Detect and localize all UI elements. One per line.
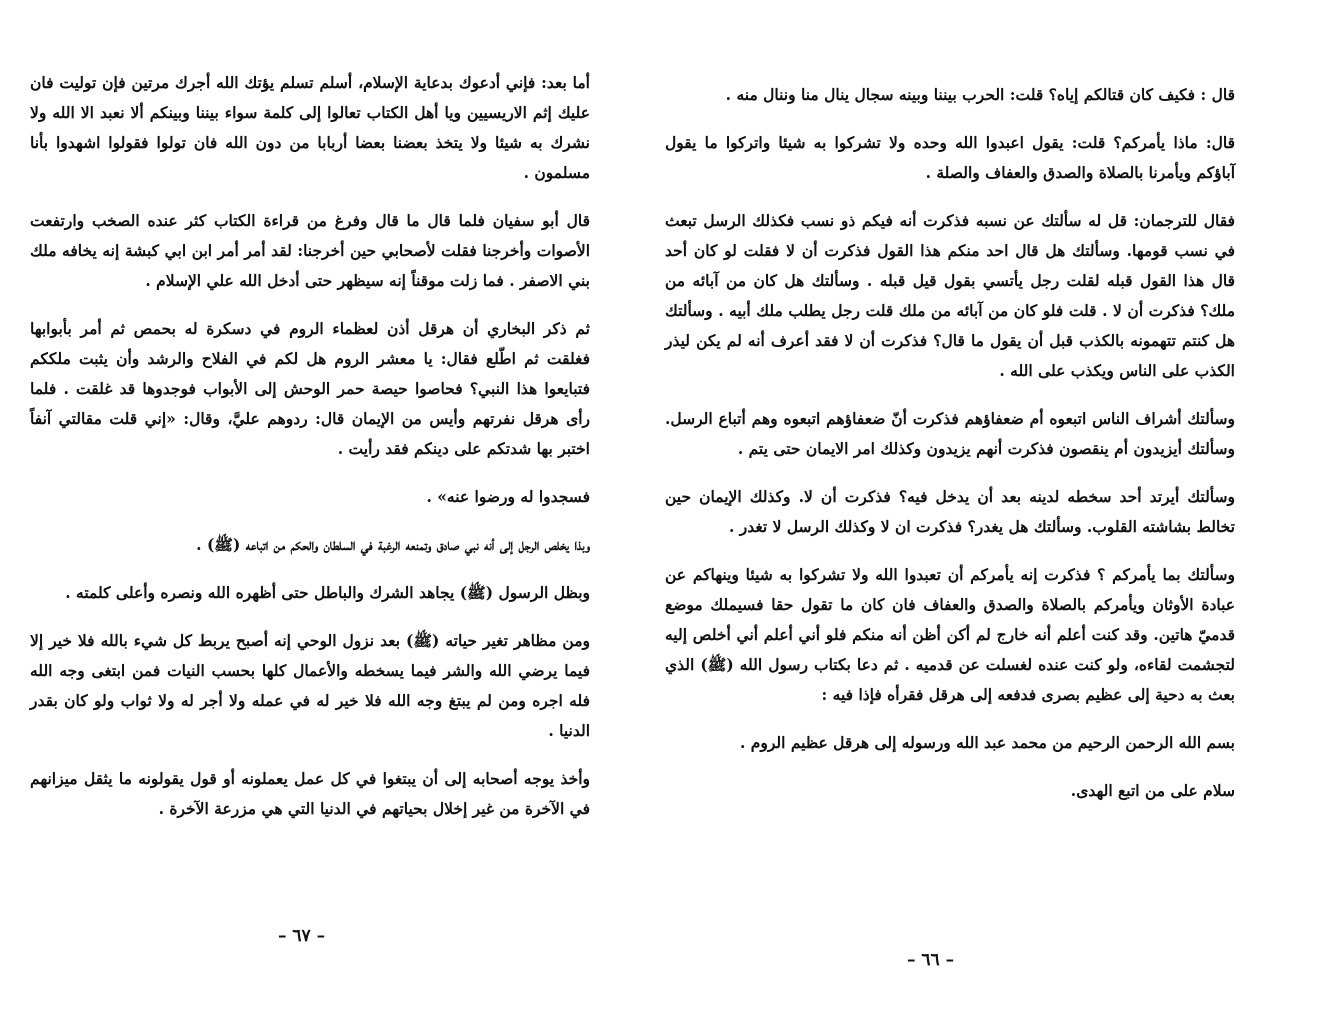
left-paragraph-5: وبذا يخلص الرجل إلى أنه نبي صادق وتمنعه الرغبة في السلطان والحكم من اتباعه (ﷺ) . xyxy=(196,535,590,554)
right-page-text xyxy=(665,80,1235,824)
left-paragraph-7: ومن مظاهر تغير حياته (ﷺ) بعد نزول الوحي إنه أصبح يربط كل شيء بالله فلا خير إلا فيما يرضي الله والشر فيما يسخطه والأعمال كلها بحسب النيات فمن ابتغى وجه الله فله اجره ومن لم يبتغ وجه الله فلا خير له في عمله ولا أجر له ولا ثواب ولو كان بقدر الدنيا . xyxy=(30,631,590,740)
right-paragraph-8: سلام على من اتبع الهدى. xyxy=(1070,781,1235,800)
right-page-number: – ٦٦ – xyxy=(907,950,955,970)
left-paragraph-3: ثم ذكر البخاري أن هرقل أذن لعظماء الروم في دسكرة له بحمص ثم أمر بأبوابها فغلقت ثم اطّلع فقال: يا معشر الروم هل لكم في الفلاح والرشد وأن يثبت ملككم فتبايعوا هذا النبي؟ فحاصوا حيصة حمر الوحش إلى الأبواب فوجدوها قد غلقت . فلما رأى هرقل نفرتهم وأيس من الإيمان قال: ردوهم عليَّ، وقال: «إني قلت مقالتي آنفاً اختبر بها شدتكم على دينكم فقد رأيت . xyxy=(30,319,590,458)
left-paragraph-6: وبظل الرسول (ﷺ) يجاهد الشرك والباطل حتى أظهره الله ونصره وأعلى كلمته . xyxy=(65,583,590,602)
left-paragraph-8: وأخذ يوجه أصحابه إلى أن يبتغوا في كل عمل يعملونه أو قول يقولونه ما يثقل ميزانهم في الآخرة من غير إخلال بحياتهم في الدنيا التي هي مزرعة الآخرة . xyxy=(30,769,590,818)
left-paragraph-4: فسجدوا له ورضوا عنه» . xyxy=(426,487,590,506)
left-page-text xyxy=(30,68,590,842)
right-page xyxy=(665,0,1235,1020)
left-page xyxy=(30,0,590,1020)
left-paragraph-2: قال أبو سفيان فلما قال ما قال وفرغ من قراءة الكتاب كثر عنده الصخب وارتفعت الأصوات وأخرجنا فقلت لأصحابي حين أخرجنا: لقد أمر أمر ابن ابي كبشة إنه يخافه ملك بني الاصفر . فما زلت موقناً إنه سيظهر حتى أدخل الله علي الإسلام . xyxy=(30,211,590,290)
right-paragraph-4: وسألتك أشراف الناس اتبعوه أم ضعفاؤهم فذكرت أنّ ضعفاؤهم اتبعوه وهم أتباع الرسل. وسألتك أيزيدون أم ينقصون فذكرت أنهم يزيدون وكذلك امر الايمان حتى يتم . xyxy=(665,409,1235,458)
right-paragraph-6: وسألتك بما يأمركم ؟ فذكرت إنه يأمركم أن تعبدوا الله ولا تشركوا به شيئا وينهاكم عن عبادة الأوثان ويأمركم بالصلاة والصدق والعفاف فان كان ما تقول حقا فسيملك موضع قدميّ هاتين. وقد كنت أعلم أنه خارج لم أكن أظن أنه منكم فلو أني أعلم أني أخلص إليه لتجشمت لقاءه، ولو كنت عنده لغسلت عن قدميه . ثم دعا بكتاب رسول الله (ﷺ) الذي بعث به دحية إلى عظيم بصرى فدفعه إلى هرقل فقرأه فإذا فيه : xyxy=(665,565,1235,704)
left-paragraph-1: أما بعد: فإني أدعوك بدعاية الإسلام، أسلم تسلم يؤتك الله أجرك مرتين فإن توليت فان عليك إثم الاريسيين ويا أهل الكتاب تعالوا إلى كلمة سواء بيننا وبينكم ألا نعبد الا الله ولا نشرك به شيئا ولا يتخذ بعضنا بعضا أربابا من دون الله فان تولوا فقولوا اشهدوا بأنا مسلمون . xyxy=(30,73,590,182)
right-paragraph-5: وسألتك أيرتد أحد سخطه لدينه بعد أن يدخل فيه؟ فذكرت أن لا. وكذلك الإيمان حين تخالط بشاشته القلوب. وسألتك هل يغدر؟ فذكرت ان لا وكذلك الرسل لا تغدر . xyxy=(665,487,1235,536)
right-paragraph-7: بسم الله الرحمن الرحيم من محمد عبد الله ورسوله إلى هرقل عظيم الروم . xyxy=(739,733,1235,752)
left-page-number: – ٦٧ – xyxy=(278,926,326,946)
right-paragraph-2: قال: ماذا يأمركم؟ قلت: يقول اعبدوا الله وحده ولا تشركوا به شيئا واتركوا ما يقول آباؤكم ويأمرنا بالصلاة والصدق والعفاف والصلة . xyxy=(665,133,1235,182)
right-paragraph-3: فقال للترجمان: قل له سألتك عن نسبه فذكرت أنه فيكم ذو نسب فكذلك الرسل تبعث في نسب قومها. وسألتك هل قال احد منكم هذا القول فذكرت أن لا فقلت لو كان أحد قال هذا القول قبله لقلت رجل يأتسي بقول قيل قبله . وسألتك هل كان من آبائه من ملك؟ فذكرت أن لا . قلت فلو كان من آبائه من ملك قلت رجل يطلب ملك أبيه . وسألتك هل كنتم تتهمونه بالكذب قبل أن يقول ما قال؟ فذكرت أن لا فقد أعرف أنه لم يكن ليذر الكذب على الناس ويكذب على الله . xyxy=(665,211,1235,380)
right-paragraph-1: قال : فكيف كان قتالكم إياه؟ قلت: الحرب بيننا وبينه سجال ينال منا وننال منه . xyxy=(725,85,1235,104)
